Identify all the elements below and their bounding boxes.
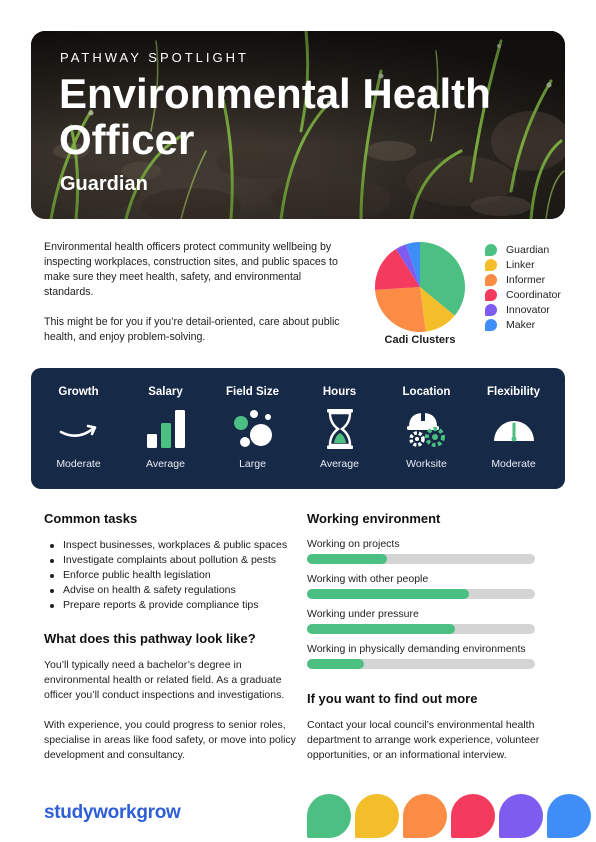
legend-item: [485, 317, 561, 332]
task-item: Enforce public health legislation: [48, 568, 287, 583]
brand-logo: studyworkgrow: [44, 802, 181, 823]
bar-chart-icon: [145, 408, 187, 450]
legend-label: Maker: [506, 318, 536, 331]
environment-bar-fill: [307, 659, 364, 669]
stat-value: Worksite: [406, 458, 447, 470]
blob-shape: [355, 794, 399, 838]
hardhat-gears-icon: [406, 408, 448, 450]
pathway-heading: What does this pathway look like?: [44, 631, 256, 646]
blob-shape: [547, 794, 591, 838]
task-item: Investigate complaints about pollution & pests: [48, 553, 287, 568]
stat-growth: [34, 368, 123, 489]
legend-item: [485, 242, 561, 257]
environment-item: [307, 608, 535, 634]
legend-label: Innovator: [506, 303, 550, 316]
legend-item: [485, 272, 561, 287]
clusters-pie-chart: [370, 240, 470, 350]
legend-item: [485, 302, 561, 317]
environment-item: [307, 573, 535, 599]
stat-heading: Salary: [148, 386, 183, 398]
environment-bar-fill: [307, 554, 387, 564]
pie-legend: [485, 242, 561, 332]
pie-title: Cadi Clusters: [384, 334, 456, 346]
stat-heading: Hours: [322, 386, 357, 398]
common-tasks-list: [48, 538, 287, 613]
hourglass-icon: [319, 408, 361, 450]
legend-swatch: [485, 244, 497, 256]
working-environment-heading: Working environment: [307, 511, 441, 526]
stats-panel: [31, 368, 565, 489]
pie-svg: [370, 240, 470, 334]
stat-value: Large: [239, 458, 266, 470]
page-title: Environmental Health Officer: [59, 70, 491, 163]
legend-swatch: [485, 259, 497, 271]
legend-item: [485, 257, 561, 272]
task-item: Prepare reports & provide compliance tips: [48, 598, 287, 613]
environment-bar-fill: [307, 624, 455, 634]
environment-label: Working under pressure: [307, 608, 419, 620]
environment-bar-track: [307, 624, 535, 634]
intro-paragraph: Environmental health officers protect community wellbeing by inspecting workplaces, construction sites, and public spaces to make sure they meet health, safety, and environmental standards.: [44, 241, 338, 298]
stat-flexibility: [469, 368, 558, 489]
dots-cluster-icon: [232, 408, 274, 450]
stat-heading: Location: [402, 386, 451, 398]
stat-value: Moderate: [491, 458, 536, 470]
hero-kicker: PATHWAY SPOTLIGHT: [60, 50, 249, 65]
environment-bar-track: [307, 659, 535, 669]
pathway-paragraph: You’ll typically need a bachelor’s degree in environmental health or related field. As a graduate officer you’ll conduct inspections and investigations.: [44, 659, 285, 701]
cluster-subtitle: Guardian: [60, 173, 148, 195]
stat-heading: Growth: [58, 386, 99, 398]
legend-label: Coordinator: [506, 288, 561, 301]
task-item: Advise on health & safety regulations: [48, 583, 287, 598]
gauge-icon: [493, 408, 535, 450]
legend-label: Linker: [506, 258, 535, 271]
stat-field-size: [208, 368, 297, 489]
blob-shape: [307, 794, 351, 838]
legend-swatch: [485, 274, 497, 286]
environment-item: [307, 538, 535, 564]
stat-heading: Flexibility: [486, 386, 541, 398]
stat-value: Moderate: [56, 458, 101, 470]
environment-label: Working on projects: [307, 538, 400, 550]
task-item: Inspect businesses, workplaces & public spaces: [48, 538, 287, 553]
environment-bar-track: [307, 554, 535, 564]
find-out-more-heading: If you want to find out more: [307, 691, 478, 706]
pathway-paragraph: With experience, you could progress to senior roles, specialise in areas like food safety, or move into policy development and consultancy.: [44, 719, 296, 761]
blob-shape: [451, 794, 495, 838]
stat-location: [382, 368, 471, 489]
growth-curve-icon: [58, 408, 100, 450]
blob-shape: [403, 794, 447, 838]
environment-bar-fill: [307, 589, 469, 599]
legend-swatch: [485, 319, 497, 331]
environment-item: [307, 643, 535, 669]
legend-swatch: [485, 289, 497, 301]
environment-label: Working in physically demanding environments: [307, 643, 526, 655]
blob-shape: [499, 794, 543, 838]
intro-text: [44, 240, 344, 345]
intro-paragraph: This might be for you if you’re detail-oriented, care about public health, and enjoy problem-solving.: [44, 316, 340, 343]
legend-swatch: [485, 304, 497, 316]
stat-heading: Field Size: [225, 386, 280, 398]
environment-bar-track: [307, 589, 535, 599]
stat-value: Average: [320, 458, 359, 470]
legend-item: [485, 287, 561, 302]
legend-label: Informer: [506, 273, 546, 286]
stat-hours: [295, 368, 384, 489]
environment-label: Working with other people: [307, 573, 429, 585]
stat-salary: [121, 368, 210, 489]
common-tasks-heading: Common tasks: [44, 511, 138, 526]
find-out-more-text: Contact your local council’s environmental health department to arrange work experience, volunteer opportunities, or an informational interview.: [307, 719, 540, 761]
hero-banner: [31, 31, 565, 219]
pie-slice-informer: [375, 287, 426, 332]
legend-label: Guardian: [506, 243, 550, 256]
stat-value: Average: [146, 458, 185, 470]
